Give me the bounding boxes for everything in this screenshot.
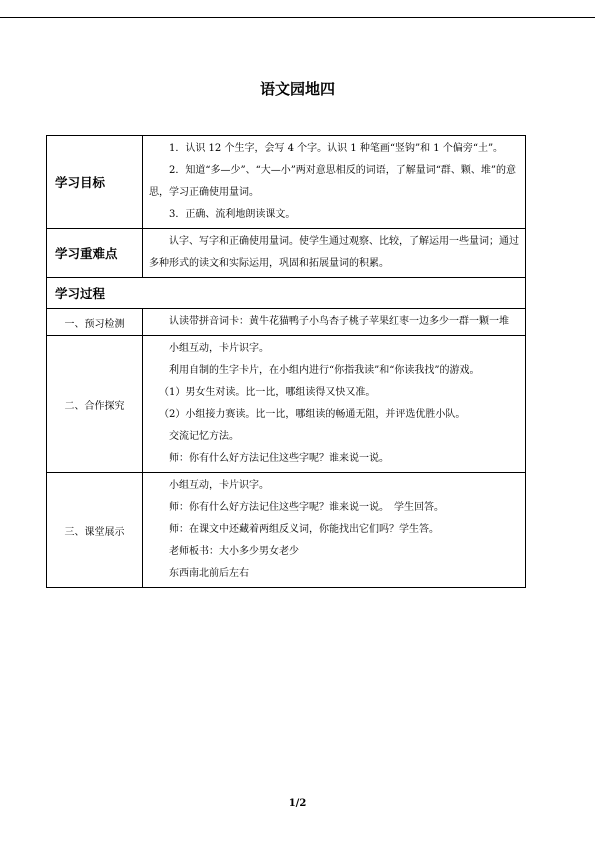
row-preview — [47, 309, 526, 336]
explore-line-2: 利用自制的生字卡片，在小组内进行“你指我读”和“你读我找”的游戏。 — [169, 365, 480, 376]
key-points-text: 认字、写字和正确使用量词。使学生通过观察、比较，了解运用一些量词；通过多种形式的读文和实际运用，巩固和拓展量词的积累。 — [149, 236, 519, 269]
key-points-content — [143, 229, 526, 278]
display-line-1: 小组互动，卡片识字。 — [169, 480, 269, 491]
row-display — [47, 473, 526, 588]
goals-label: 学习目标 — [47, 136, 143, 229]
process-label: 学习过程 — [47, 278, 526, 309]
page-number: 1/2 — [288, 798, 307, 809]
display-line-2: 师：你有什么好方法记住这些字呢？谁来说一说。 学生回答。 — [169, 502, 444, 513]
display-content — [143, 473, 526, 588]
display-label: 三、课堂展示 — [47, 473, 143, 588]
display-line-4: 老师板书：大小多少男女老少 — [169, 546, 299, 557]
goals-content — [143, 136, 526, 229]
preview-content — [143, 309, 526, 336]
preview-label: 一、预习检测 — [47, 309, 143, 336]
explore-line-4: （2）小组接力赛读。比一比，哪组读的畅通无阻，并评选优胜小队。 — [159, 409, 466, 420]
display-line-5: 东西南北前后左右 — [169, 568, 249, 579]
explore-line-6: 师：你有什么好方法记住这些字呢？谁来说一说。 — [169, 453, 389, 464]
explore-line-3: （1）男女生对读。比一比，哪组读得又快又准。 — [159, 387, 376, 398]
row-explore — [47, 336, 526, 473]
explore-line-5: 交流记忆方法。 — [169, 431, 239, 442]
explore-content — [143, 336, 526, 473]
preview-text: 认读带拼音词卡：黄牛花猫鸭子小鸟杏子桃子苹果红枣一边多少一群一颗一堆 — [169, 316, 509, 327]
row-process-header — [47, 278, 526, 309]
header-rule — [0, 17, 595, 18]
key-points-label: 学习重难点 — [47, 229, 143, 278]
explore-label: 二、合作探究 — [47, 336, 143, 473]
goal-line-1: 1．认识 12 个生字，会写 4 个字。认识 1 种笔画“竖钩”和 1 个偏旁“土”。 — [169, 143, 504, 154]
goal-line-2: 2．知道“多—少”、“大—小”两对意思相反的词语，了解量词“群、颗、堆”的意思，学习正确使用量词。 — [149, 165, 517, 198]
explore-line-1: 小组互动，卡片识字。 — [169, 343, 269, 354]
page-title: 语文园地四 — [259, 80, 335, 98]
row-goals — [47, 136, 526, 229]
goal-line-3: 3．正确、流利地朗读课文。 — [169, 209, 296, 220]
display-line-3: 师：在课文中还藏着两组反义词，你能找出它们吗？学生答。 — [169, 524, 439, 535]
lesson-plan-table — [46, 135, 526, 588]
row-key-points — [47, 229, 526, 278]
